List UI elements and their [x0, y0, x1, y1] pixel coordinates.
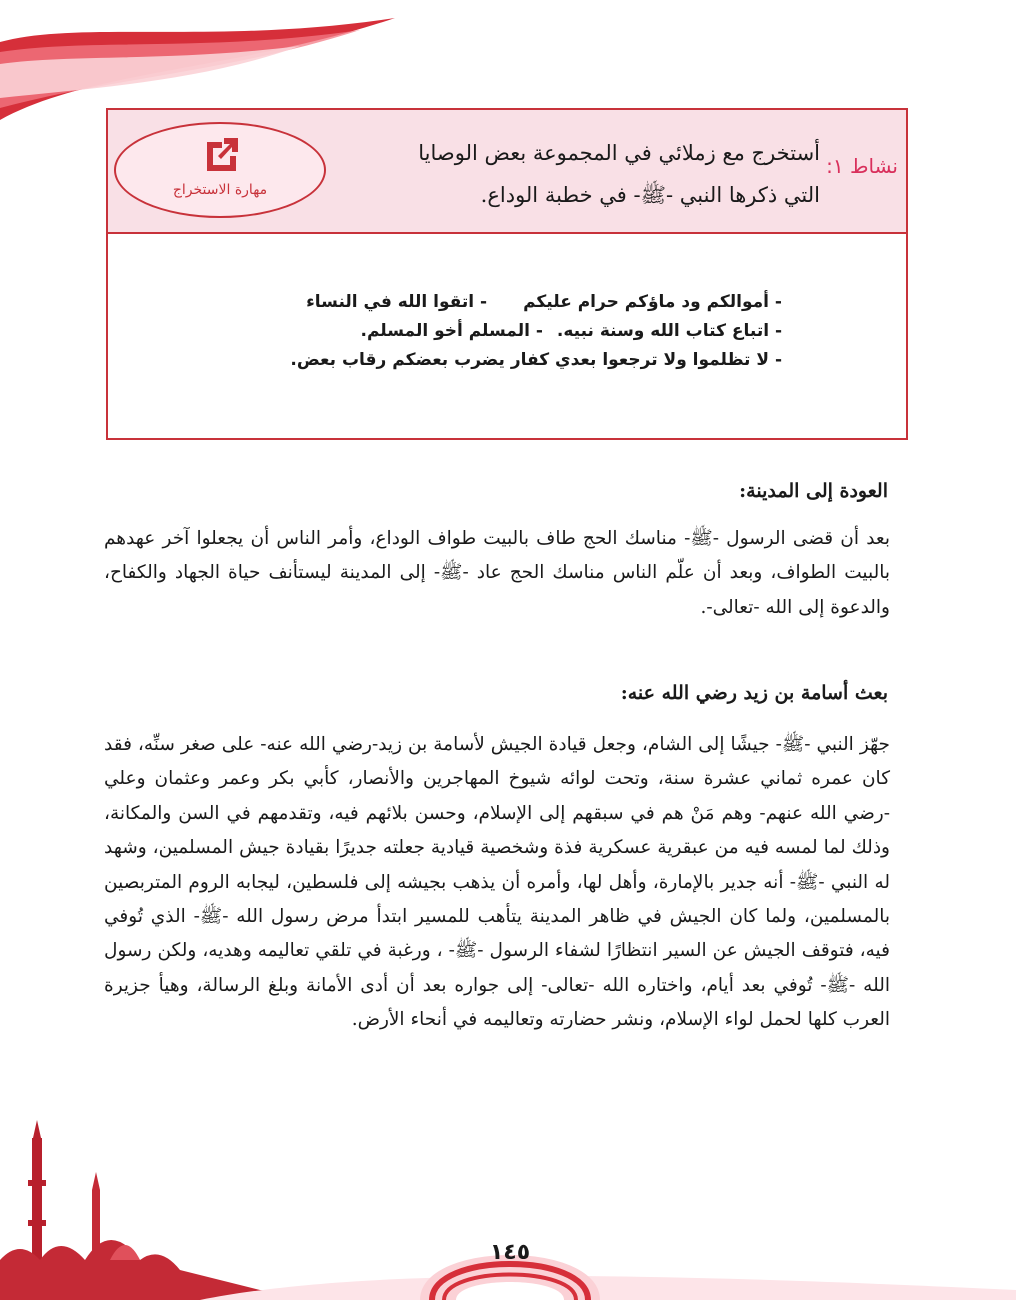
answer-item: - اتقوا الله في النساء — [306, 292, 488, 312]
section-body-usama-mission: جهّز النبي -ﷺ- جيشًا إلى الشام، وجعل قيادة الجيش لأسامة بن زيد-رضي الله عنه- على صغر سنِّه، فقد كان عمره ثماني عشرة سنة، وتحت لوائه شيوخ المهاجرين والأنصار، كأبي بكر وعمر وعثمان وعلي -رضي الله عنهم- وهم مَنْ هم في سبقهم إلى الإسلام، وحسن بلائهم فيه، وتقدمهم في السن والمكانة، وذلك لما لمسه فيه من عبقرية عسكرية فذة وشخصية قيادية جعلته جديرًا بقيادة جيش المسلمين، وشهد له النبي -ﷺ- أنه جدير بالإمارة، وأهل لها، وأمره أن يذهب بجيشه إلى فلسطين، ليجابه الروم المتربصين بالمسلمين، ولما كان الجيش في ظاهر المدينة يتأهب للمسير ابتدأ مرض رسول الله -ﷺ- الذي تُوفي فيه، فتوقف الجيش عن السير انتظارًا لشفاء الرسول -ﷺ- ، ورغبة في تلقي تعاليمه وهديه، ولكن رسول الله -ﷺ- تُوفي بعد أيام، واختاره الله -تعالى- إلى جواره بعد أن أدى الأمانة وبلغ الرسالة، وهيأ جزيرة العرب كلها لحمل لواء الإسلام، ونشر حضارته وتعاليمه في أنحاء الأرض. — [104, 734, 890, 1031]
skill-label: مهارة الاستخراج — [172, 182, 268, 198]
answer-line-3 — [222, 346, 782, 375]
page-number: ١٤٥ — [489, 1240, 531, 1265]
activity-answers — [222, 288, 782, 375]
activity-question — [380, 132, 820, 216]
answer-item: - المسلم أخو المسلم. — [360, 321, 543, 341]
section-body-return-to-medina: بعد أن قضى الرسول -ﷺ- مناسك الحج طاف بالبيت طواف الوداع، وأمر الناس أن يجعلوا آخر عهدهم بالبيت الطواف، وبعد أن علّم الناس مناسك الحج عاد -ﷺ- إلى المدينة ليستأنف حياة الجهاد والكفاح، والدعوة إلى الله -تعالى-. — [104, 528, 890, 618]
section-title-usama-mission: بعث أسامة بن زيد رضي الله عنه: — [620, 682, 888, 704]
answer-line-2 — [222, 317, 782, 346]
activity-header — [108, 110, 906, 234]
section-title-return-to-medina: العودة إلى المدينة: — [739, 480, 888, 502]
answer-item: - اتباع كتاب الله وسنة نبيه. — [556, 321, 782, 341]
extract-arrow-icon — [204, 134, 240, 174]
answer-item: - أموالكم ود ماؤكم حرام عليكم — [523, 292, 782, 312]
answer-item: - لا تظلموا ولا ترجعوا بعدي كفار يضرب بعضكم رقاب بعض. — [290, 350, 782, 370]
activity-question-line-1: أستخرج مع زملائي في المجموعة بعض الوصايا — [418, 141, 820, 165]
mosque-footer-decoration — [0, 1120, 1016, 1300]
activity-box — [106, 108, 908, 440]
top-swoosh-decoration — [0, 0, 420, 120]
activity-question-line-2: التي ذكرها النبي -ﷺ- في خطبة الوداع. — [480, 183, 820, 207]
skill-badge — [114, 122, 326, 218]
activity-label: نشاط ١: — [826, 154, 898, 178]
answer-line-1 — [222, 288, 782, 317]
